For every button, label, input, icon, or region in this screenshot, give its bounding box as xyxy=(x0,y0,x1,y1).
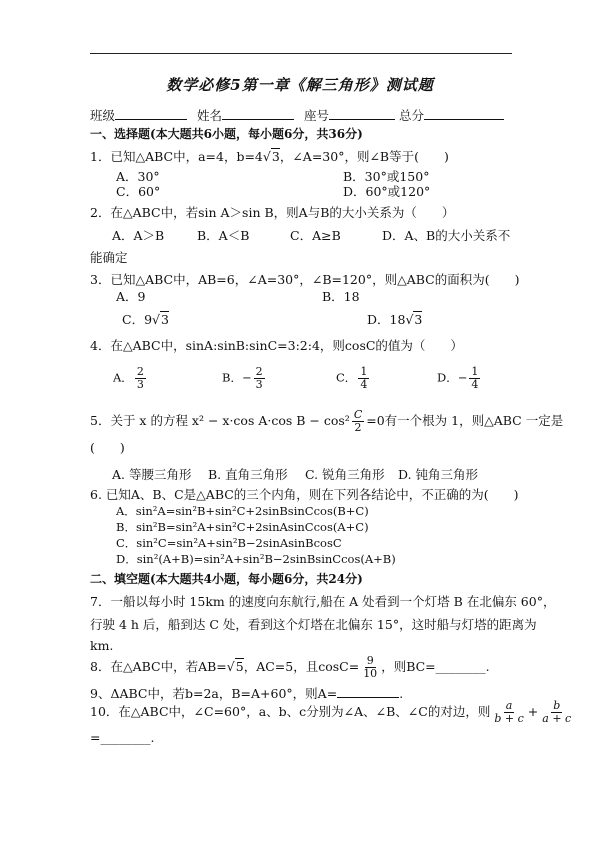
q4-c-num: 1 xyxy=(360,365,368,378)
student-info-line xyxy=(90,106,504,124)
q10-f1-num: a xyxy=(505,699,513,712)
q1-post: ，∠A=30°，则∠B等于( ) xyxy=(279,149,449,164)
q10-pre: 10．在△ABC中，∠C=60°，a、b、c分别为∠A、∠B、∠C的对边，则 xyxy=(90,704,491,719)
question-7-line-1: 7．一船以每小时 15km 的速度向东航行,船在 A 处看到一个灯塔 B 在北偏东 60°， xyxy=(90,594,556,609)
q5-f-den: 2 xyxy=(354,421,362,434)
q5-pre: 5．关于 x 的方程 x² − x·cos A·cos B − cos² xyxy=(90,413,350,428)
question-8-stem: 8．在△ABC中，若AB=√5，AC=5，且cosC= $\frac{9}{10}$ ，则BC=________. xyxy=(90,654,490,680)
q4-b-den: 3 xyxy=(255,378,263,391)
q4-a-label: A． xyxy=(113,370,133,385)
question-7-line-3: km. xyxy=(90,638,114,653)
q2-option-c: C．A≥B xyxy=(290,228,341,243)
q4-option-b xyxy=(222,366,267,391)
q2-option-d: D．A、B的大小关系不 xyxy=(382,228,511,243)
class-label: 班级 xyxy=(90,108,116,123)
q5-option-a: A. 等腰三角形 xyxy=(112,467,192,482)
question-10-stem xyxy=(90,700,575,725)
q5-post: =0有一个根为 1，则△ABC 一定是 xyxy=(366,413,564,428)
q5-option-b: B. 直角三角形 xyxy=(208,467,288,482)
q4-d-num: 1 xyxy=(471,365,479,378)
question-6-stem: 6. 已知A、B、C是△ABC的三个内角，则在下列各结论中，不正确的为( ) xyxy=(90,487,519,502)
q4-a-fraction xyxy=(135,366,146,391)
q1-option-a: A．30° xyxy=(116,169,160,184)
q4-c-fraction xyxy=(358,366,369,391)
q2-option-d-cont: 能确定 xyxy=(90,250,128,265)
q8-post: ，则BC=________. xyxy=(381,659,490,674)
q6-option-c: C．sin²C=sin²A+sin²B−2sinAsinBcosC xyxy=(116,536,342,550)
q8-root: 5 xyxy=(235,659,244,674)
question-5-stem xyxy=(90,409,563,434)
q5-answer-paren: ( ) xyxy=(90,440,125,455)
seat-blank[interactable] xyxy=(329,107,395,120)
q1-pre: 1．已知△ABC中，a=4，b=4 xyxy=(90,149,263,164)
q4-option-a xyxy=(113,366,148,391)
name-label: 姓名 xyxy=(197,108,223,123)
section-heading-fill: 二、填空题(本大题共4小题，每小题6分，共24分) xyxy=(90,572,363,586)
q4-a-den: 3 xyxy=(136,378,144,391)
q3-option-c: C．9√3 xyxy=(122,312,169,327)
q10-plus: + xyxy=(527,704,539,719)
score-label: 总分 xyxy=(399,108,425,123)
score-blank[interactable] xyxy=(424,107,504,120)
q2-option-a: A．A＞B xyxy=(112,228,165,243)
q8-f-den: 10 xyxy=(363,667,378,680)
question-3-stem: 3．已知△ABC中，AB=6，∠A=30°，∠B=120°，则△ABC的面积为( ) xyxy=(90,272,520,287)
q9-post: . xyxy=(399,686,404,701)
q3-d-pre: D．18 xyxy=(367,312,406,327)
q10-f2-den: a + c xyxy=(542,712,572,725)
name-blank[interactable] xyxy=(222,107,294,120)
q6-option-a: A．sin²A=sin²B+sin²C+2sinBsinCcos(B+C) xyxy=(116,504,369,518)
question-10-line-2: =________. xyxy=(90,730,155,745)
q4-b-num: 2 xyxy=(255,365,263,378)
q5-fraction xyxy=(352,409,364,434)
q5-option-c: C. 锐角三角形 xyxy=(305,467,385,482)
q4-option-c xyxy=(336,366,371,391)
top-rule xyxy=(90,53,512,54)
q1-option-c: C．60° xyxy=(116,184,161,199)
q10-f1-den: b + c xyxy=(494,712,524,725)
q9-pre: 9、ΔABC中，若b=2a，B=A+60°，则A= xyxy=(90,686,338,701)
page-title: 数学必修5第一章《解三角形》测试题 xyxy=(166,76,434,94)
q6-option-d: D．sin²(A+B)=sin²A+sin²B−2sinBsinCcos(A+B) xyxy=(116,552,396,566)
q5-option-d: D. 钝角三角形 xyxy=(398,467,479,482)
q10-fraction-1 xyxy=(492,700,525,725)
q8-f-num: 9 xyxy=(366,654,374,667)
q4-b-label: B．− xyxy=(222,370,252,385)
q9-answer-blank[interactable] xyxy=(337,685,399,698)
q4-d-label: D．− xyxy=(437,370,468,385)
q5-f-num: C xyxy=(353,408,363,421)
question-2-stem: 2．在△ABC中，若sin A＞sin B，则A与B的大小关系为（ ） xyxy=(90,205,455,220)
seat-label: 座号 xyxy=(304,108,330,123)
q1-option-d: D．60°或120° xyxy=(343,184,431,199)
q2-option-b: B．A＜B xyxy=(197,228,250,243)
q1-root: 3 xyxy=(271,149,280,164)
q8-mid: ，AC=5，且cosC= xyxy=(243,659,360,674)
q3-d-root: 3 xyxy=(414,312,423,327)
q10-fraction-2 xyxy=(540,700,573,725)
q3-option-b: B．18 xyxy=(322,289,360,304)
q6-option-b: B．sin²B=sin²A+sin²C+2sinAsinCcos(A+C) xyxy=(116,520,369,534)
q4-b-fraction xyxy=(254,366,265,391)
q3-c-pre: C．9 xyxy=(122,312,153,327)
q3-c-root: 3 xyxy=(161,312,169,327)
q8-fraction xyxy=(361,655,379,680)
q3-option-d: D．18√3 xyxy=(367,312,423,327)
q4-c-den: 4 xyxy=(360,378,368,391)
q4-a-num: 2 xyxy=(136,365,144,378)
q4-option-d xyxy=(437,366,482,391)
q3-option-a: A．9 xyxy=(116,289,146,304)
q10-f2-num: b xyxy=(553,699,561,712)
question-4-stem: 4．在△ABC中，sinA:sinB:sinC=3:2:4，则cosC的值为（ ） xyxy=(90,338,463,353)
section-heading-choice: 一、选择题(本大题共6小题，每小题6分，共36分) xyxy=(90,127,363,141)
q8-pre: 8．在△ABC中，若AB= xyxy=(90,659,227,674)
question-1-stem: 1．已知△ABC中，a=4，b=4√3，∠A=30°，则∠B等于( ) xyxy=(90,149,449,164)
question-7-line-2: 行驶 4 h 后，船到达 C 处，看到这个灯塔在北偏东 15°，这时船与灯塔的距离为 xyxy=(90,617,537,632)
q4-c-label: C． xyxy=(336,370,357,385)
q4-d-fraction xyxy=(469,366,480,391)
q1-option-b: B．30°或150° xyxy=(343,169,430,184)
class-blank[interactable] xyxy=(115,107,187,120)
q4-d-den: 4 xyxy=(471,378,479,391)
